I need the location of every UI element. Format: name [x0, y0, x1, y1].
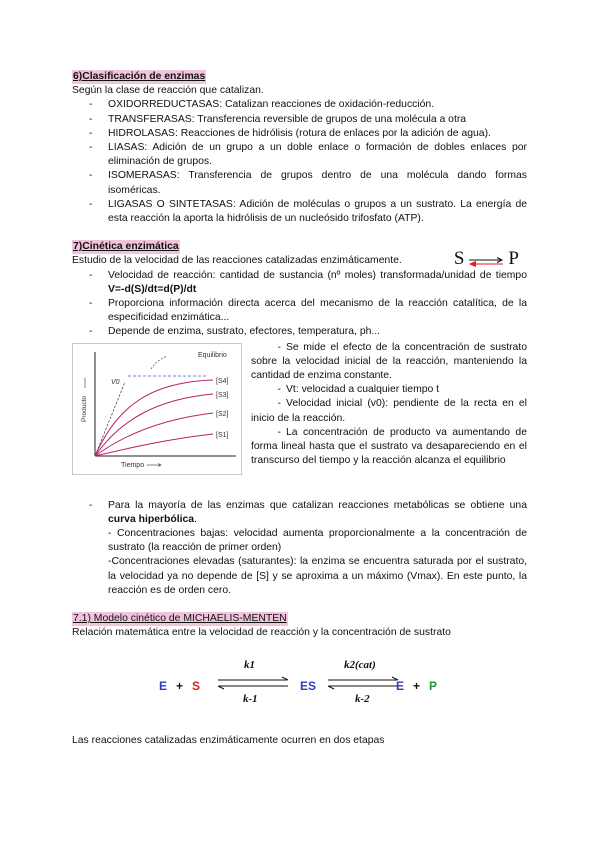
velocity-formula: V=-d(S)/dt=d(P)/dt	[108, 283, 197, 295]
high-concentration-text: -Concentraciones elevadas (saturantes): la enzima se encuentra saturada por el sustrato, la velocidad ya no depende de [S] y se aproxima a un máximo (Vmax). En este punto, la reacción es de orden cero.	[108, 556, 527, 596]
enzyme-class-list	[72, 98, 527, 226]
fig-text-4: - La concentración de producto va aumentando de forma lineal hasta que el sustrato va desapareciendo en el transcurso del tiempo y la reacción alcanza el equilibrio	[251, 426, 527, 467]
fig-text-3-content: Velocidad inicial (v0): pendiente de la recta en el inicio de la reacción.	[251, 398, 527, 424]
eq-arrows-1-icon	[216, 676, 291, 690]
reversible-arrow-icon	[467, 255, 505, 265]
hyperbolic-bold: curva hiperbólica	[108, 513, 195, 525]
section-kinetics	[72, 240, 527, 598]
hyperbolic-text: Para la mayoría de las enzimas que catalizan reacciones metabólicas se obtiene una	[108, 499, 527, 511]
y-axis-label: Producto	[81, 395, 88, 422]
low-concentration-text: - Concentraciones bajas: velocidad aumenta proporcionalmente a la concentración de sustrato (la reacción de primer orden)	[108, 528, 527, 554]
equilibrium-label: Equilibrio	[198, 351, 227, 359]
eq-enzyme: E	[159, 679, 168, 694]
figure-description	[251, 341, 527, 469]
section-71-heading: 7.1) Modelo cinético de MICHAELIS-MENTEN	[72, 612, 288, 626]
equilibrium-pointer	[151, 356, 167, 369]
section-michaelis-menten	[72, 612, 527, 749]
eq-es-complex	[300, 679, 316, 693]
reaction-substrate: S	[453, 248, 465, 270]
list-item-isomerasas: - ISOMERASAS: Transferencia de grupos dentro de una molécula dando formas isoméricas.	[72, 169, 527, 197]
list-item-velocidad	[72, 269, 527, 297]
eq-arrows-2-icon	[326, 676, 401, 690]
eq-product: P	[429, 679, 438, 694]
x-axis-label: Tiempo	[121, 461, 145, 469]
kinetics-list	[72, 269, 527, 340]
curve-label-s3: [S3]	[216, 391, 229, 399]
list-item-depende: - Depende de enzima, sustrato, efectores, temperatura, ph...	[72, 325, 527, 339]
section-71-intro: Relación matemática entre la velocidad de reacción y la concentración de sustrato	[72, 627, 451, 639]
hyperbolic-end: .	[194, 513, 197, 525]
list-item-curva-hiperbolica	[72, 499, 527, 527]
eq-enzyme-2: E	[396, 679, 405, 694]
eq-plus-2: +	[413, 679, 421, 694]
list-item-mecanismo: - Proporciona información directa acerca del mecanismo de la reacción catalítica, de la especificidad enzimática...	[72, 297, 527, 325]
list-item-liasas: - LIASAS: Adición de un grupo a un doble enlace o formación de dobles enlaces por eliminación de grupos.	[72, 141, 527, 169]
list-item-ligasas: - LIGASAS O SINTETASAS: Adición de moléculas o grupos a un sustrato. La energía de esta reacción la aporta la hidrólisis de un nucleósido trifosfato (ATP).	[72, 198, 527, 226]
section-7-intro-block	[72, 248, 527, 270]
v0-label: V0	[111, 378, 120, 386]
eq-es-text: ES	[300, 679, 317, 694]
progress-curve-figure	[72, 343, 242, 475]
reaction-product: P	[508, 248, 519, 270]
michaelis-menten-equation	[72, 650, 527, 712]
fig-text-1-content: Se mide el efecto de la concentración de sustrato sobre la velocidad inicial de la reacción, manteniendo la cantidad de enzima constante.	[251, 341, 527, 382]
hyperbolic-block	[72, 499, 527, 598]
section-classification	[72, 70, 527, 226]
eq-k-minus-1: k-1	[243, 693, 258, 706]
kinetics-figure-row	[72, 341, 527, 493]
conclusion-text: Las reacciones catalizadas enzimáticamente ocurren en dos etapas	[72, 735, 385, 747]
fig-text-4-content: La concentración de producto va aumentando de forma lineal hasta que el sustrato va desapareciendo en el transcurso del tiempo y la reacción alcanza el equilibrio	[251, 426, 527, 467]
curve-label-s2: [S2]	[216, 410, 229, 418]
eq-k2cat: k2(cat)	[344, 659, 376, 672]
reaction-s-to-p	[453, 248, 519, 270]
section-7-intro: Estudio de la velocidad de las reacciones catalizadas enzimáticamente.	[72, 255, 402, 267]
eq-k-minus-2: k-2	[355, 693, 370, 706]
curve-label-s4: [S4]	[216, 377, 229, 385]
fig-text-2: - Vt: velocidad a cualquier tiempo t	[277, 384, 440, 396]
eq-k1: k1	[244, 659, 255, 672]
list-item-transferasas: - TRANSFERASAS: Transferencia reversible de grupos de una molécula a otra	[72, 113, 527, 127]
section-7-heading: 7)Cinética enzimática	[72, 240, 180, 254]
fig-text-1: - Se mide el efecto de la concentración de sustrato sobre la velocidad inicial de la reacción, manteniendo la cantidad de enzima constante.	[251, 341, 527, 382]
velocidad-text: Velocidad de reacción: cantidad de sustancia (nº moles) transformada/unidad de tiempo	[108, 269, 527, 281]
document-page	[72, 70, 527, 749]
section-6-heading: 6)Clasificación de enzimas	[72, 70, 206, 84]
v0-tangent	[95, 382, 125, 456]
curve-label-s1: [S1]	[216, 431, 229, 439]
fig-text-3: - Velocidad inicial (v0): pendiente de la recta en el inicio de la reacción.	[251, 398, 527, 424]
section-6-intro: Según la clase de reacción que catalizan.	[72, 85, 264, 97]
fig-text-2-content: Vt: velocidad a cualquier tiempo t	[286, 384, 440, 396]
list-item-hidrolasas: - HIDROLASAS: Reacciones de hidrólisis (rotura de enlaces por la adición de agua).	[72, 127, 527, 141]
list-item-oxidorreductasas: - OXIDORREDUCTASAS: Catalizan reacciones de oxidación-reducción.	[72, 98, 527, 112]
eq-plus-1: +	[176, 679, 184, 694]
eq-substrate: S	[192, 679, 201, 694]
